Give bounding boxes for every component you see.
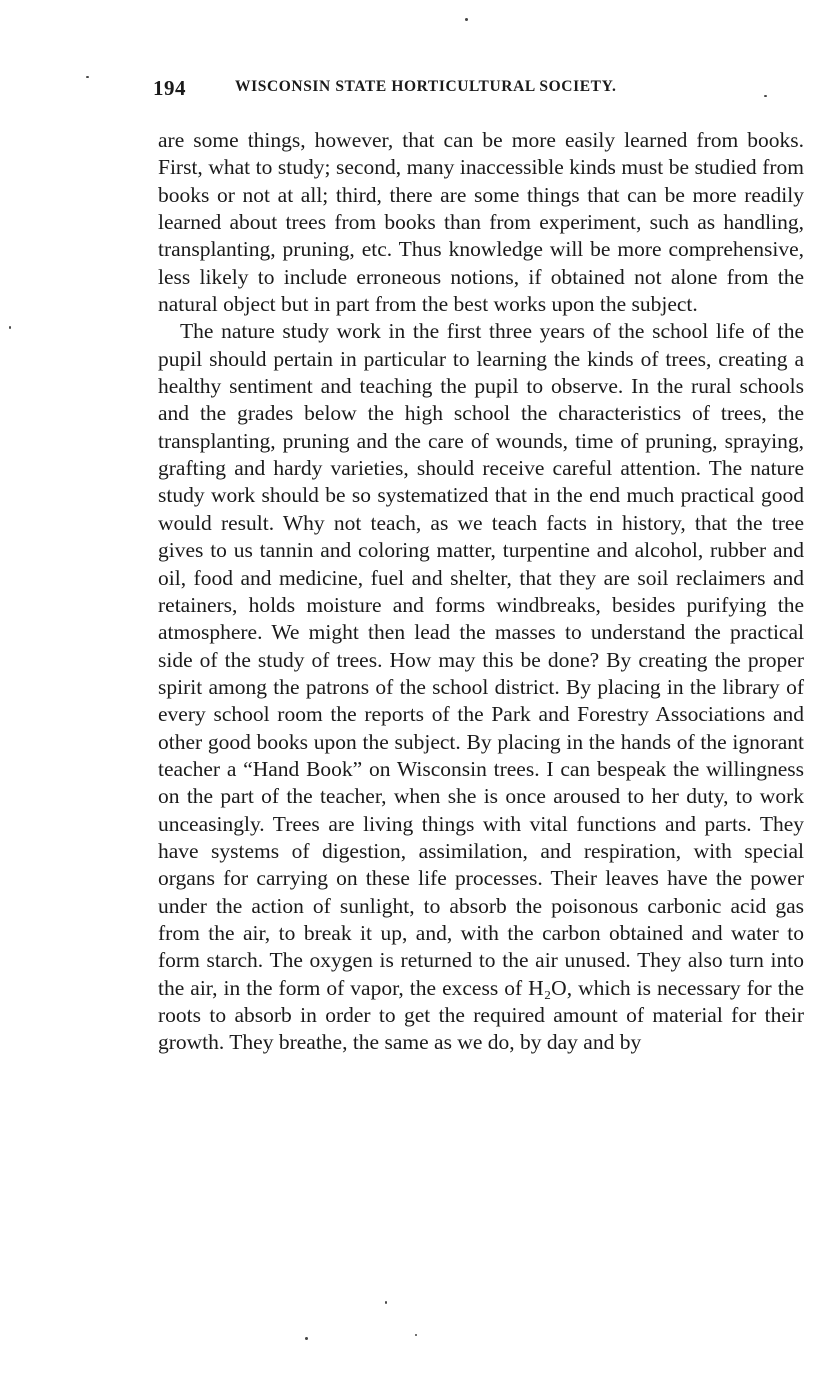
scan-speck	[465, 18, 468, 21]
paragraph-nature-study: The nature study work in the first three years of the school life of the pupil should pertain in particular to learning the kinds of trees, creating a healthy sentiment and teaching the pupil to observe. In the rural schools and the grades below the high school the characteristics of trees, the transplanting, pruning and the care of wounds, time of pruning, spraying, grafting and hardy varieties, should receive careful attention. The nature study work should be so systematized that in the end much practical good would result. Why not teach, as we teach facts in history, that the tree gives to us tannin and coloring matter, turpentine and alcohol, rubber and oil, food and medicine, fuel and shelter, that they are soil reclaimers and retainers, holds moisture and forms windbreaks, besides purifying the atmosphere. We might then lead the masses to understand the practical side of the study of trees. How may this be done? By creating the proper spirit among the patrons of the school district. By placing in the library of every school room the reports of the Park and Forestry Associations and other good books upon the subject. By placing in the hands of the ignorant teacher a “Hand Book” on Wisconsin trees. I can bespeak the willingness on the part of the teacher, when she is once aroused to her duty, to work unceasingly. Trees are living things with vital functions and parts. They have systems of digestion, assimilation, and respiration, with special organs for carrying on these life processes. Their leaves have the power under the action of sunlight, to absorb the poisonous carbonic acid gas from the air, to break it up, and, with the carbon obtained and water to form starch. The oxygen is returned to the air unused. They also turn into the air, in the form of vapor, the excess of H₂O, which is necessary for the roots to absorb in order to get the required amount of material for their growth. They breathe, the same as we do, by day and by	[158, 319, 804, 1055]
page-header	[153, 76, 773, 104]
scan-speck	[86, 76, 89, 78]
scan-speck	[9, 326, 11, 329]
page-number: 194	[153, 76, 186, 100]
scan-speck	[385, 1301, 387, 1304]
scan-speck	[415, 1334, 417, 1336]
body-text	[158, 127, 804, 1057]
scan-speck	[305, 1337, 308, 1340]
scan-speck	[764, 95, 767, 97]
paragraph-continued: are some things, however, that can be more easily learned from books. First, what to study; second, many inaccessible kinds must be studied from books or not at all; third, there are some things that can be more readily learned about trees from books than from experiment, such as handling, transplanting, pruning, etc. Thus knowledge will be more comprehensive, less likely to include erroneous notions, if obtained not alone from the natural object but in part from the best works upon the subject.	[158, 128, 804, 317]
running-title: WISCONSIN STATE HORTICULTURAL SOCIETY.	[235, 78, 617, 95]
